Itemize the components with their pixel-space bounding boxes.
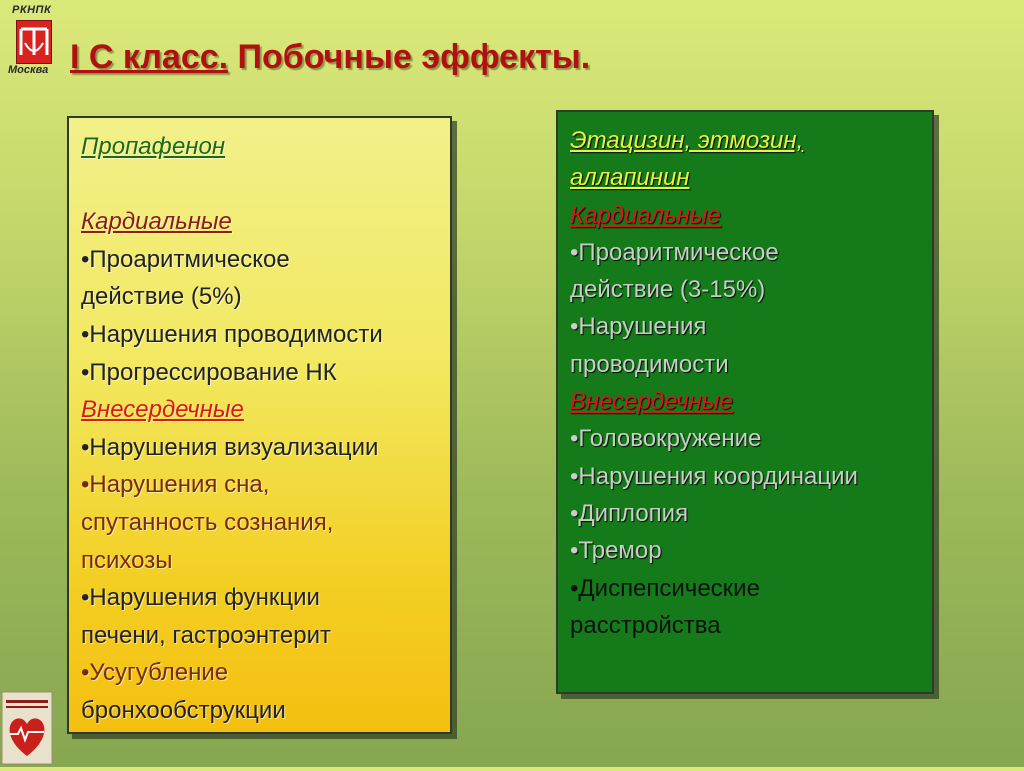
list-line: действие (3-15%) — [570, 276, 766, 304]
list-line: •Нарушения координации — [570, 462, 858, 490]
rknpk-logo — [6, 4, 64, 82]
list-line: •Головокружение — [570, 425, 762, 453]
list-line: проводимости — [570, 350, 729, 378]
society-emblem-icon — [0, 690, 54, 766]
title-side-effects: Побочные эффекты. — [228, 38, 591, 76]
title-class: I С класс. — [70, 38, 229, 76]
list-line: •Тремор — [570, 537, 662, 565]
slide-title — [70, 38, 590, 77]
propafenone-panel — [67, 116, 452, 734]
list-line: •Проаритмическое — [81, 245, 290, 273]
extracardiac-label: Внесердечные — [81, 396, 244, 424]
list-line: •Нарушения проводимости — [81, 320, 383, 348]
list-line: расстройства — [570, 611, 721, 639]
list-line: спутанность сознания, — [81, 508, 334, 536]
extracardiac-label: Внесердечные — [570, 388, 733, 416]
logo-heart-icon — [16, 20, 52, 64]
logo-bottom-text: Москва — [8, 64, 49, 76]
list-line: действие (5%) — [81, 283, 242, 311]
list-line: психозы — [81, 546, 173, 574]
list-line: •Прогрессирование НК — [81, 358, 337, 386]
list-line: •Диплопия — [570, 499, 689, 527]
logo-top-text: РКНПК — [12, 4, 52, 16]
list-line: •Усугубление — [81, 659, 229, 687]
propafenone-heading: Пропафенон — [81, 133, 226, 160]
list-line: •Проаритмическое — [570, 238, 779, 266]
list-line: •Нарушения визуализации — [81, 433, 379, 461]
list-line: •Нарушения функции — [81, 584, 320, 612]
list-line: •Нарушения — [570, 313, 707, 341]
list-line: печени, гастроэнтерит — [81, 621, 331, 649]
cardiac-label: Кардиальные — [81, 208, 232, 236]
list-line: •Диспепсические — [570, 574, 760, 602]
list-line: бронхообструкции — [81, 696, 286, 724]
spacer — [81, 166, 438, 204]
etacizine-panel — [556, 110, 934, 694]
list-line: •Нарушения сна, — [81, 471, 270, 499]
cardiac-label: Кардиальные — [570, 201, 721, 229]
etacizine-heading-line: аллапинин — [570, 164, 690, 192]
etacizine-heading-line: Этацизин, этмозин, — [570, 127, 804, 154]
